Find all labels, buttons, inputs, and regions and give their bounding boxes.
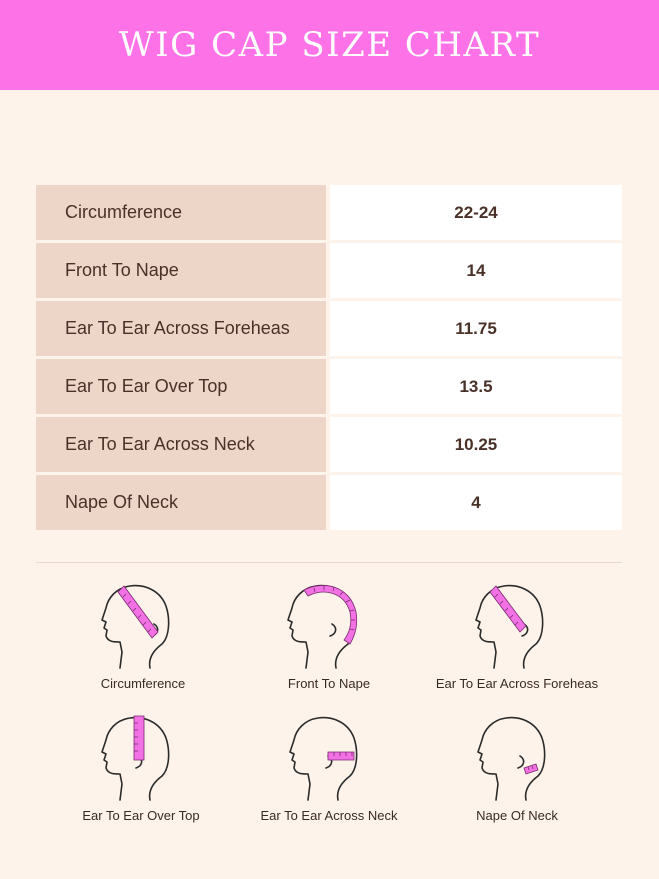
head-nape-of-neck-icon	[462, 712, 572, 802]
diagram-caption: Circumference	[100, 676, 186, 691]
head-circumference-icon	[88, 578, 198, 670]
table-row	[36, 243, 622, 298]
table-row	[36, 359, 622, 414]
diagram-caption: Ear To Ear Across Neck	[260, 808, 398, 823]
row-label: Front To Nape	[36, 243, 326, 298]
row-label: Ear To Ear Across Neck	[36, 417, 326, 472]
table-row	[36, 475, 622, 530]
diagram-ear-to-ear-over-top	[36, 712, 246, 823]
head-ear-to-ear-over-top-icon	[86, 712, 196, 802]
row-value: 4	[330, 475, 622, 530]
diagram-caption: Nape Of Neck	[476, 808, 558, 823]
diagram-circumference	[38, 578, 248, 691]
row-label: Circumference	[36, 185, 326, 240]
table-row	[36, 185, 622, 240]
diagram-ear-to-ear-forehead	[412, 578, 622, 691]
head-front-to-nape-icon	[274, 578, 384, 670]
row-value: 13.5	[330, 359, 622, 414]
head-ear-to-ear-forehead-icon	[462, 578, 572, 670]
size-table	[36, 185, 622, 533]
header-banner	[0, 0, 659, 90]
row-label: Ear To Ear Over Top	[36, 359, 326, 414]
diagram-nape-of-neck	[412, 712, 622, 823]
diagram-caption: Ear To Ear Across Foreheas	[435, 676, 599, 691]
row-value: 22-24	[330, 185, 622, 240]
page-title: WIG CAP SIZE CHART	[118, 25, 541, 65]
diagram-ear-to-ear-neck	[224, 712, 434, 823]
table-row	[36, 301, 622, 356]
row-label: Ear To Ear Across Foreheas	[36, 301, 326, 356]
diagram-caption: Ear To Ear Over Top	[82, 808, 200, 823]
row-value: 14	[330, 243, 622, 298]
head-ear-to-ear-neck-icon	[274, 712, 384, 802]
table-row	[36, 417, 622, 472]
diagram-front-to-nape	[224, 578, 434, 691]
section-divider	[36, 562, 622, 563]
row-label: Nape Of Neck	[36, 475, 326, 530]
diagram-caption: Front To Nape	[287, 676, 371, 691]
row-value: 10.25	[330, 417, 622, 472]
row-value: 11.75	[330, 301, 622, 356]
